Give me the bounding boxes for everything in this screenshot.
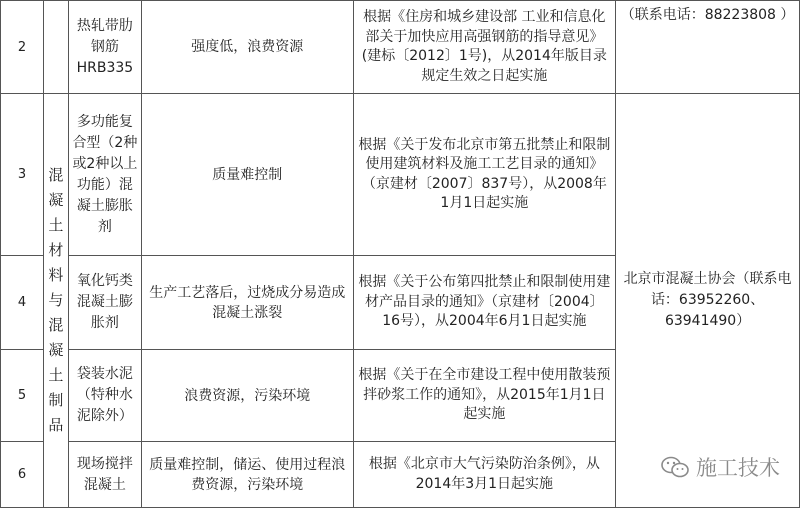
legal-basis: 根据《住房和城乡建设部 工业和信息化部关于加快应用高强钢筋的指导意见》(建标〔2012〕1号)，从2014年版目录规定生效之日起实施 [353, 1, 616, 94]
row-number: 2 [1, 1, 44, 94]
row-number: 4 [1, 256, 44, 350]
legal-basis: 根据《关于发布北京市第五批禁止和限制使用建筑材料及施工工艺目录的通知》（京建材〔2007〕837号），从2008年1月1日起实施 [353, 94, 616, 256]
product-name: 热轧带肋钢筋HRB335 [68, 1, 141, 94]
category-cell-empty [43, 1, 68, 94]
product-name: 袋装水泥（特种水泥除外） [68, 350, 141, 442]
restriction-reason: 质量难控制，储运、使用过程浪费资源，污染环境 [141, 442, 353, 508]
restriction-reason: 生产工艺落后，过烧成分易造成混凝土涨裂 [141, 256, 353, 350]
restriction-reason: 质量难控制 [141, 94, 353, 256]
watermark [660, 452, 780, 482]
contact-info: 北京市混凝土协会（联系电话：63952260、63941490） [616, 94, 800, 508]
legal-basis: 根据《关于在全市建设工程中使用散装预拌砂浆工作的通知》，从2015年1月1日起实施 [353, 350, 616, 442]
restriction-reason: 浪费资源，污染环境 [141, 350, 353, 442]
table-row [1, 1, 800, 94]
restriction-reason: 强度低，浪费资源 [141, 1, 353, 94]
wechat-icon [660, 455, 690, 479]
legal-basis: 根据《关于公布第四批禁止和限制使用建材产品目录的通知》（京建材〔2004〕16号），从2004年6月1日起实施 [353, 256, 616, 350]
row-number: 6 [1, 442, 44, 508]
legal-basis: 根据《北京市大气污染防治条例》，从2014年3月1日起实施 [353, 442, 616, 508]
category-cell [43, 94, 68, 508]
watermark-text: 施工技术 [696, 456, 780, 480]
row-number: 5 [1, 350, 44, 442]
product-name: 氧化钙类混凝土膨胀剂 [68, 256, 141, 350]
product-name: 现场搅拌混凝土 [68, 442, 141, 508]
category-label: 混凝土材料与混凝土制品 [48, 166, 64, 434]
contact-info: （联系电话：88223808 ） [616, 1, 800, 94]
row-number: 3 [1, 94, 44, 256]
table-row [1, 94, 800, 256]
product-name: 多功能复合型（2种或2种以上功能）混凝土膨胀剂 [68, 94, 141, 256]
